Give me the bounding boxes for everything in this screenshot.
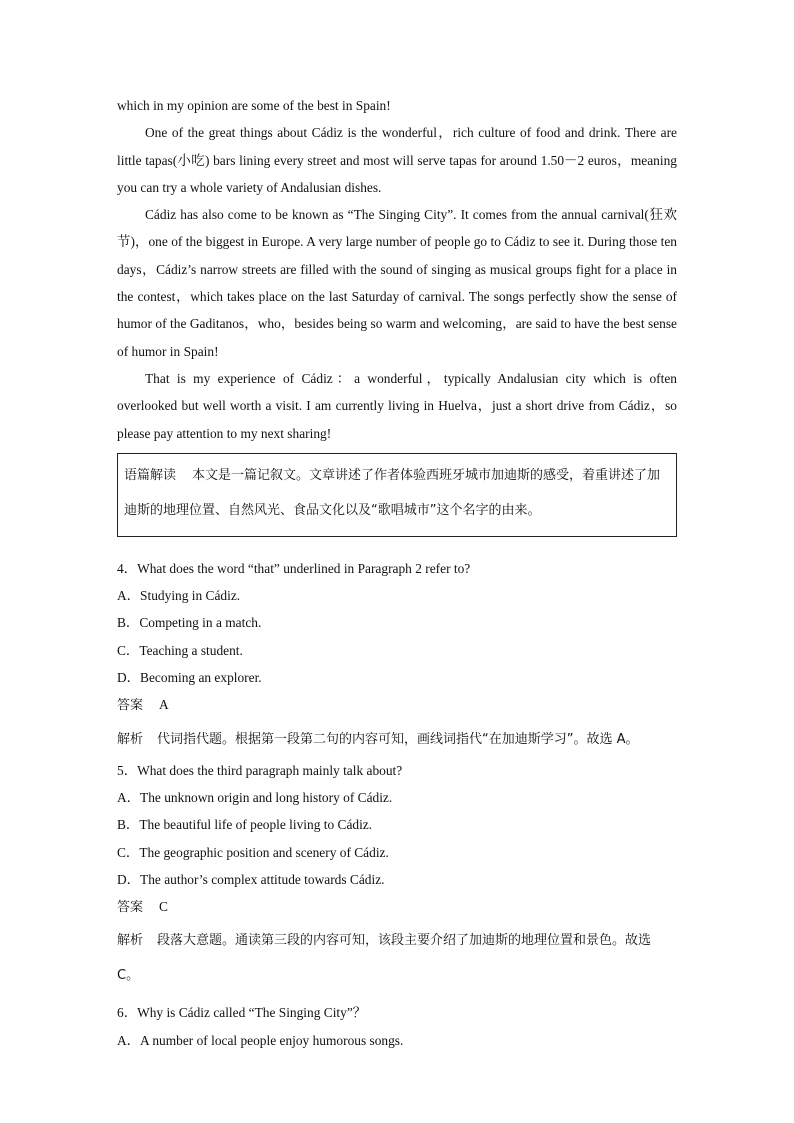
summary-label: 语篇解读	[124, 467, 177, 483]
answer-value: A	[159, 697, 169, 713]
option-d: D．The author’s complex attitude towards Cádiz.	[117, 871, 385, 887]
document-page	[117, 92, 677, 1054]
reading-summary-box	[117, 453, 677, 537]
answer-label: 答案	[117, 900, 144, 916]
option-c: C．The geographic position and scenery of Cádiz.	[117, 844, 389, 860]
answer-line	[117, 691, 677, 719]
option-d: D．Becoming an explorer.	[117, 670, 262, 686]
answer-value: C	[159, 899, 168, 915]
passage-paragraph-continued: which in my opinion are some of the best in Spain!	[117, 98, 391, 113]
explanation-text: 代词指代题。根据第一段第二句的内容可知，画线词指代“在加迪斯学习”。故选 A。	[157, 731, 639, 747]
option-b: B．The beautiful life of people living to Cádiz.	[117, 817, 373, 833]
explanation	[117, 923, 677, 993]
questions-section	[117, 555, 677, 1054]
explanation-text: 段落大意题。通读第三段的内容可知，该段主要介绍了加迪斯的地理位置和景色。故选 C。	[117, 933, 652, 984]
option-a: A．A number of local people enjoy humorous songs.	[117, 1032, 404, 1048]
question-4	[117, 555, 677, 757]
option-b: B．Competing in a match.	[117, 615, 262, 631]
explanation-label: 解析	[117, 933, 144, 949]
explanation	[117, 722, 677, 757]
question-6	[117, 999, 677, 1054]
explanation-label: 解析	[117, 731, 144, 747]
option-a: A．Studying in Cádiz.	[117, 588, 241, 604]
passage-paragraph-food: One of the great things about Cádiz is the wonderful，rich culture of food and drink. There are little tapas(小吃) bars lining every street and most will serve tapas for around 1.50－2 euros，meaning you can try a whole variety of Andalusian dishes.	[117, 125, 677, 195]
answer-label: 答案	[117, 698, 144, 714]
passage-paragraph-singing-city: Cádiz has also come to be known as “The Singing City”. It comes from the annual carnival(狂欢节)，one of the biggest in Europe. A very large number of people go to Cádiz to see it. During those ten days，Cádiz’s narrow streets are filled with the sound of singing as musical groups fight for a place in the contest，which takes place on the last Saturday of carnival. The songs perfectly show the sense of humor of the Gaditanos，who，besides being so warm and welcoming，are said to have the best sense of humor in Spain!	[117, 207, 677, 359]
summary-text: 本文是一篇记叙文。文章讲述了作者体验西班牙城市加迪斯的感受，着重讲述了加迪斯的地理位置、自然风光、食品文化以及“歌唱城市”这个名字的由来。	[124, 467, 661, 518]
question-stem: 4．What does the word “that” underlined in Paragraph 2 refer to?	[117, 560, 471, 576]
question-5	[117, 757, 677, 994]
question-stem: 6．Why is Cádiz called “The Singing City”？	[117, 1005, 367, 1021]
passage-paragraph-conclusion: That is my experience of Cádiz：a wonderful，typically Andalusian city which is often overlooked but well worth a visit. I am currently living in Huelva，just a short drive from Cádiz，so please pay attention to my next sharing!	[117, 370, 677, 441]
option-a: A．The unknown origin and long history of Cádiz.	[117, 789, 393, 805]
answer-line	[117, 893, 677, 921]
option-c: C．Teaching a student.	[117, 642, 243, 658]
question-stem: 5．What does the third paragraph mainly talk about?	[117, 762, 403, 778]
